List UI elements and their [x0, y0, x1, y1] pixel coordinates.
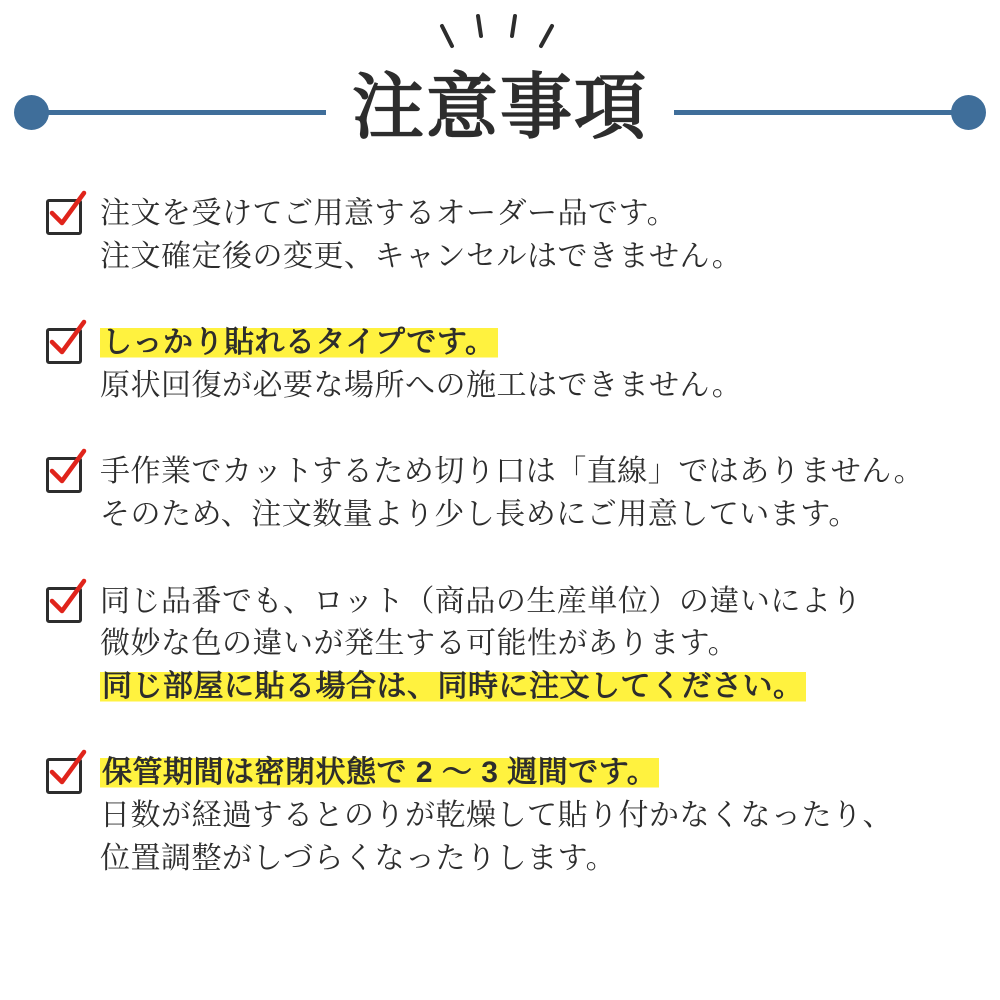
- list-item: [46, 451, 960, 536]
- notice-text-highlighted: 同じ部屋に貼る場合は、同時に注文してください。: [102, 669, 804, 703]
- checkbox-checked-icon: [46, 587, 82, 623]
- notice-text: 同じ品番でも、ロット（商品の生産単位）の違いにより: [100, 584, 862, 618]
- list-item: [46, 752, 960, 880]
- notice-text-highlighted: 保管期間は密閉状態で 2 〜 3 週間です。: [102, 756, 658, 790]
- notice-text: 手作業でカットするため切り口は「直線」ではありません。: [100, 455, 925, 489]
- sparkle-decoration-icon: [0, 12, 1000, 60]
- page-header: [0, 0, 1000, 175]
- notice-text: 原状回復が必要な場所への施工はできません。: [100, 368, 743, 402]
- page-title: 注意事項: [351, 68, 648, 148]
- checkbox-checked-icon: [46, 199, 82, 235]
- checkbox-checked-icon: [46, 328, 82, 364]
- notice-text: 注文を受けてご用意するオーダー品です。: [100, 197, 678, 230]
- notice-text: 注文確定後の変更、キャンセルはできません。: [100, 239, 743, 273]
- header-rule-right: [674, 110, 964, 115]
- list-item: [46, 193, 960, 278]
- checkbox-checked-icon: [46, 758, 82, 794]
- notice-text: 日数が経過するとのりが乾燥して貼り付かなくなったり、: [100, 798, 893, 832]
- notice-text: 微妙な色の違いが発生する可能性があります。: [100, 627, 739, 661]
- notice-text: 位置調整がしづらくなったりします。: [100, 841, 617, 875]
- list-item: [46, 581, 960, 709]
- notice-text: そのため、注文数量より少し長めにご用意しています。: [100, 497, 859, 531]
- list-item: [46, 322, 960, 407]
- notice-list: [0, 193, 1000, 880]
- checkbox-checked-icon: [46, 457, 82, 493]
- notice-text-highlighted: しっかり貼れるタイプです。: [102, 326, 496, 360]
- header-dot-right: [951, 95, 986, 130]
